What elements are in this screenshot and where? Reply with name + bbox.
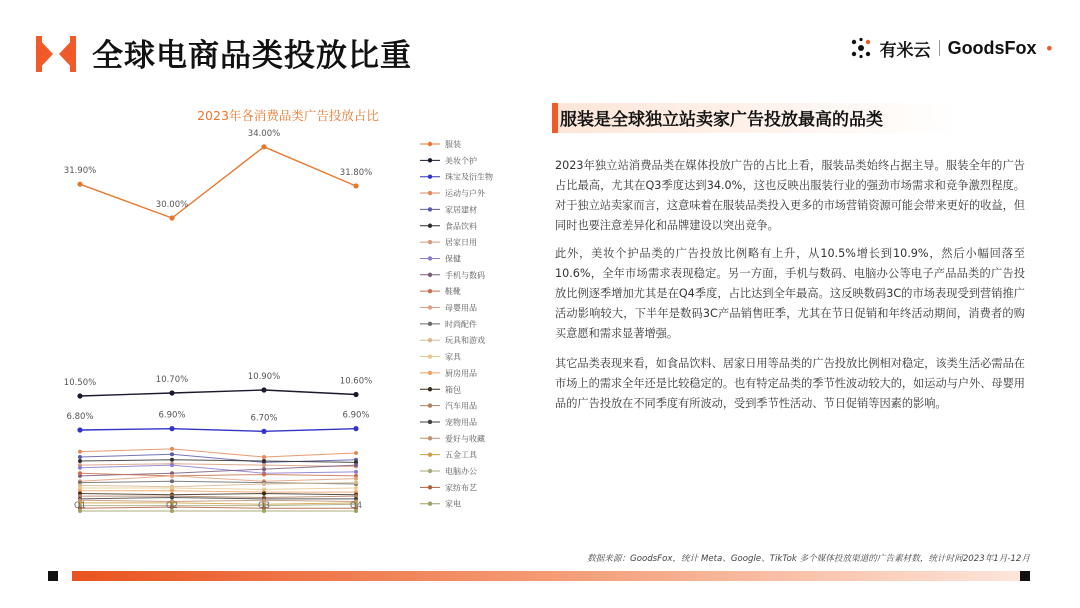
data-point-14-4 (354, 486, 358, 490)
data-point-3-1 (77, 427, 82, 432)
data-point-8-2 (170, 463, 174, 467)
series-line-1 (80, 147, 356, 218)
legend-label-16: 箱包 (445, 385, 461, 395)
legend-marker-12 (428, 322, 432, 326)
x-tick-label-Q2: Q2 (165, 501, 179, 511)
legend-marker-2 (428, 158, 432, 162)
legend-label-4: 运动与户外 (445, 189, 485, 199)
series-line-10 (80, 473, 356, 476)
legend-label-7: 居家日用 (445, 238, 477, 248)
legend-marker-18 (428, 420, 432, 424)
legend-marker-23 (428, 502, 432, 506)
data-point-2-2 (169, 390, 174, 395)
series-line-5 (80, 454, 356, 462)
analysis-headline: 服装是全球独立站卖家广告投放最高的品类 (560, 110, 883, 130)
footer-square-left (48, 571, 58, 581)
data-point-4-4 (354, 451, 358, 455)
legend-marker-10 (428, 289, 432, 293)
series-line-13 (80, 483, 356, 487)
legend-marker-6 (428, 224, 432, 228)
legend-label-11: 母婴用品 (445, 303, 477, 313)
data-point-3-2 (169, 426, 174, 431)
series-line-3 (80, 429, 356, 432)
legend-marker-20 (428, 452, 432, 456)
analysis-paragraph-1: 2023年独立站消费品类在媒体投放广告的占比上看，服装品类始终占据主导。服装全年的广告占比最高，尤其在Q3季度达到34.0%，这也反映出服装行业的强劲市场需求和竞争激烈程度。对于独立站卖家而言，这意味着在服装品类投入更多的市场营销资源可能会带来更好的收益，但同时也要注意差异化和品牌建设以突出竞争。 (555, 159, 1025, 232)
x-tick-label-Q1: Q1 (73, 501, 87, 511)
data-point-10-1 (78, 471, 82, 475)
data-point-2-4 (353, 392, 358, 397)
data-point-5-2 (170, 452, 174, 456)
legend-marker-3 (428, 175, 432, 179)
data-label-2-2: 10.70% (155, 375, 189, 385)
series-line-2 (80, 390, 356, 396)
data-point-13-4 (354, 481, 358, 485)
data-point-1-4 (353, 183, 358, 188)
data-label-1-1: 31.90% (63, 166, 97, 177)
legend-marker-9 (428, 273, 432, 277)
legend-marker-4 (428, 191, 432, 195)
data-label-3-4: 6.90% (342, 410, 370, 421)
series-line-16 (80, 493, 356, 494)
legend-label-15: 厨房用品 (445, 368, 477, 378)
legend-label-1: 服装 (445, 140, 461, 149)
x-tick-label-Q3: Q3 (257, 501, 271, 511)
series-line-20 (80, 503, 356, 504)
data-label-1-3: 34.00% (247, 128, 281, 139)
data-point-4-1 (78, 450, 82, 454)
brand-name-en: GoodsFox (947, 37, 1037, 58)
data-label-3-2: 6.90% (158, 410, 186, 421)
x-tick-label-Q4: Q4 (349, 501, 363, 511)
chart-title: 2023年各消费品类广告投放占比 (197, 108, 379, 123)
legend-marker-5 (428, 207, 432, 211)
data-point-5-1 (78, 455, 82, 459)
data-point-7-3 (262, 463, 266, 467)
legend-label-9: 手机与数码 (445, 270, 485, 280)
legend-marker-8 (428, 256, 432, 260)
series-line-7 (80, 464, 356, 467)
legend-label-3: 珠宝及衍生物 (445, 172, 493, 182)
legend-marker-1 (428, 142, 432, 146)
data-point-13-3 (262, 482, 266, 486)
analysis-paragraph-2: 此外，美妆个护品类的广告投放比例略有上升，从10.5%增长到10.9%，然后小幅回落至10.6%，全年市场需求表现稳定。另一方面，手机与数码、电脑办公等电子产品品类的广告投放比例逐季增加尤其是在Q4季度，占比达到全年最高。这反映数码3C的市场表现受到营销推广活动影响较大，下半年是数码3C产品销售旺季，尤其在节日促销和年终活动期间，消费者的购买意愿和需求显著增强。 (555, 247, 1025, 340)
legend-label-22: 家纺布艺 (445, 483, 477, 493)
footer-gradient-bar (72, 571, 1030, 581)
legend-marker-22 (428, 485, 432, 489)
data-label-3-3: 6.70% (250, 413, 278, 424)
legend-label-14: 家具 (445, 352, 461, 362)
legend-label-21: 电脑办公 (445, 467, 477, 476)
data-point-10-3 (262, 473, 266, 477)
data-point-4-2 (170, 447, 174, 451)
data-point-8-1 (78, 466, 82, 470)
series-line-22 (80, 507, 356, 508)
legend-label-13: 玩具和游戏 (445, 336, 485, 346)
data-point-18-2 (170, 496, 174, 500)
series-line-14 (80, 488, 356, 489)
data-point-9-3 (262, 467, 266, 471)
data-label-2-4: 10.60% (339, 376, 373, 387)
legend-marker-13 (428, 338, 432, 342)
legend-label-6: 食品饮料 (445, 221, 477, 231)
data-point-3-3 (261, 429, 266, 434)
data-source-note: 数据来源：GoodsFox，统计 Meta、Google、TikTok 多个媒体投放渠道的广告素材数，统计时间2023年1月-12月 (587, 554, 1030, 564)
legend-marker-14 (428, 354, 432, 358)
legend-label-18: 宠物用品 (445, 417, 477, 427)
legend-marker-17 (428, 403, 432, 407)
data-point-8-4 (354, 470, 358, 474)
series-line-21 (80, 504, 356, 505)
legend-marker-15 (428, 371, 432, 375)
brand-dot-icon: • (1044, 38, 1054, 58)
legend-label-10: 鞋靴 (445, 287, 461, 297)
series-line-18 (80, 498, 356, 499)
data-point-11-2 (170, 474, 174, 478)
series-line-15 (80, 491, 356, 492)
legend-marker-21 (428, 469, 432, 473)
data-point-12-2 (170, 479, 174, 483)
data-label-2-3: 10.90% (247, 372, 281, 382)
legend-marker-11 (428, 305, 432, 309)
data-point-2-3 (261, 387, 266, 392)
legend-marker-19 (428, 436, 432, 440)
legend-marker-16 (428, 387, 432, 391)
data-point-15-2 (170, 489, 174, 493)
data-label-2-1: 10.50% (63, 378, 97, 388)
brand-name-cn: 有米云 (879, 40, 931, 61)
data-point-1-3 (261, 144, 266, 149)
data-label-1-2: 30.00% (155, 200, 189, 210)
data-point-6-3 (262, 459, 266, 463)
legend-label-8: 保健 (445, 254, 461, 264)
data-label-1-4: 31.80% (339, 167, 373, 178)
data-point-11-4 (354, 477, 358, 481)
legend-label-20: 五金工具 (445, 450, 477, 460)
legend-marker-7 (428, 240, 432, 244)
data-point-1-1 (77, 182, 82, 187)
data-point-6-2 (170, 458, 174, 462)
data-point-4-3 (262, 455, 266, 459)
legend-label-12: 时尚配件 (445, 319, 477, 329)
series-line-11 (80, 476, 356, 481)
data-point-2-1 (77, 393, 82, 398)
data-point-1-2 (169, 215, 174, 220)
data-label-3-1: 6.80% (66, 412, 94, 422)
legend-label-5: 家居建材 (445, 205, 477, 215)
data-point-9-4 (354, 463, 358, 467)
data-point-16-3 (262, 491, 266, 495)
legend-label-17: 汽车用品 (445, 401, 477, 411)
legend-label-23: 家电 (445, 499, 461, 509)
footer-square-right (1020, 571, 1030, 581)
page-title: 全球电商品类投放比重 (92, 38, 412, 74)
legend-label-19: 爱好与收藏 (445, 434, 485, 444)
series-line-19 (80, 500, 356, 501)
data-point-6-1 (78, 459, 82, 463)
analysis-paragraph-3: 其它品类表现来看，如食品饮料、居家日用等品类的广告投放比例相对稳定，该类生活必需品在市场上的需求全年还是比较稳定的。也有特定品类的季节性波动较大的，如运动与户外、母婴用品的广告投放在不同季度有所波动，受到季节性活动、节日促销等因素的影响。 (555, 357, 1025, 410)
series-line-17 (80, 496, 356, 497)
legend-label-2: 美妆个护 (445, 156, 477, 166)
data-point-3-4 (353, 426, 358, 431)
